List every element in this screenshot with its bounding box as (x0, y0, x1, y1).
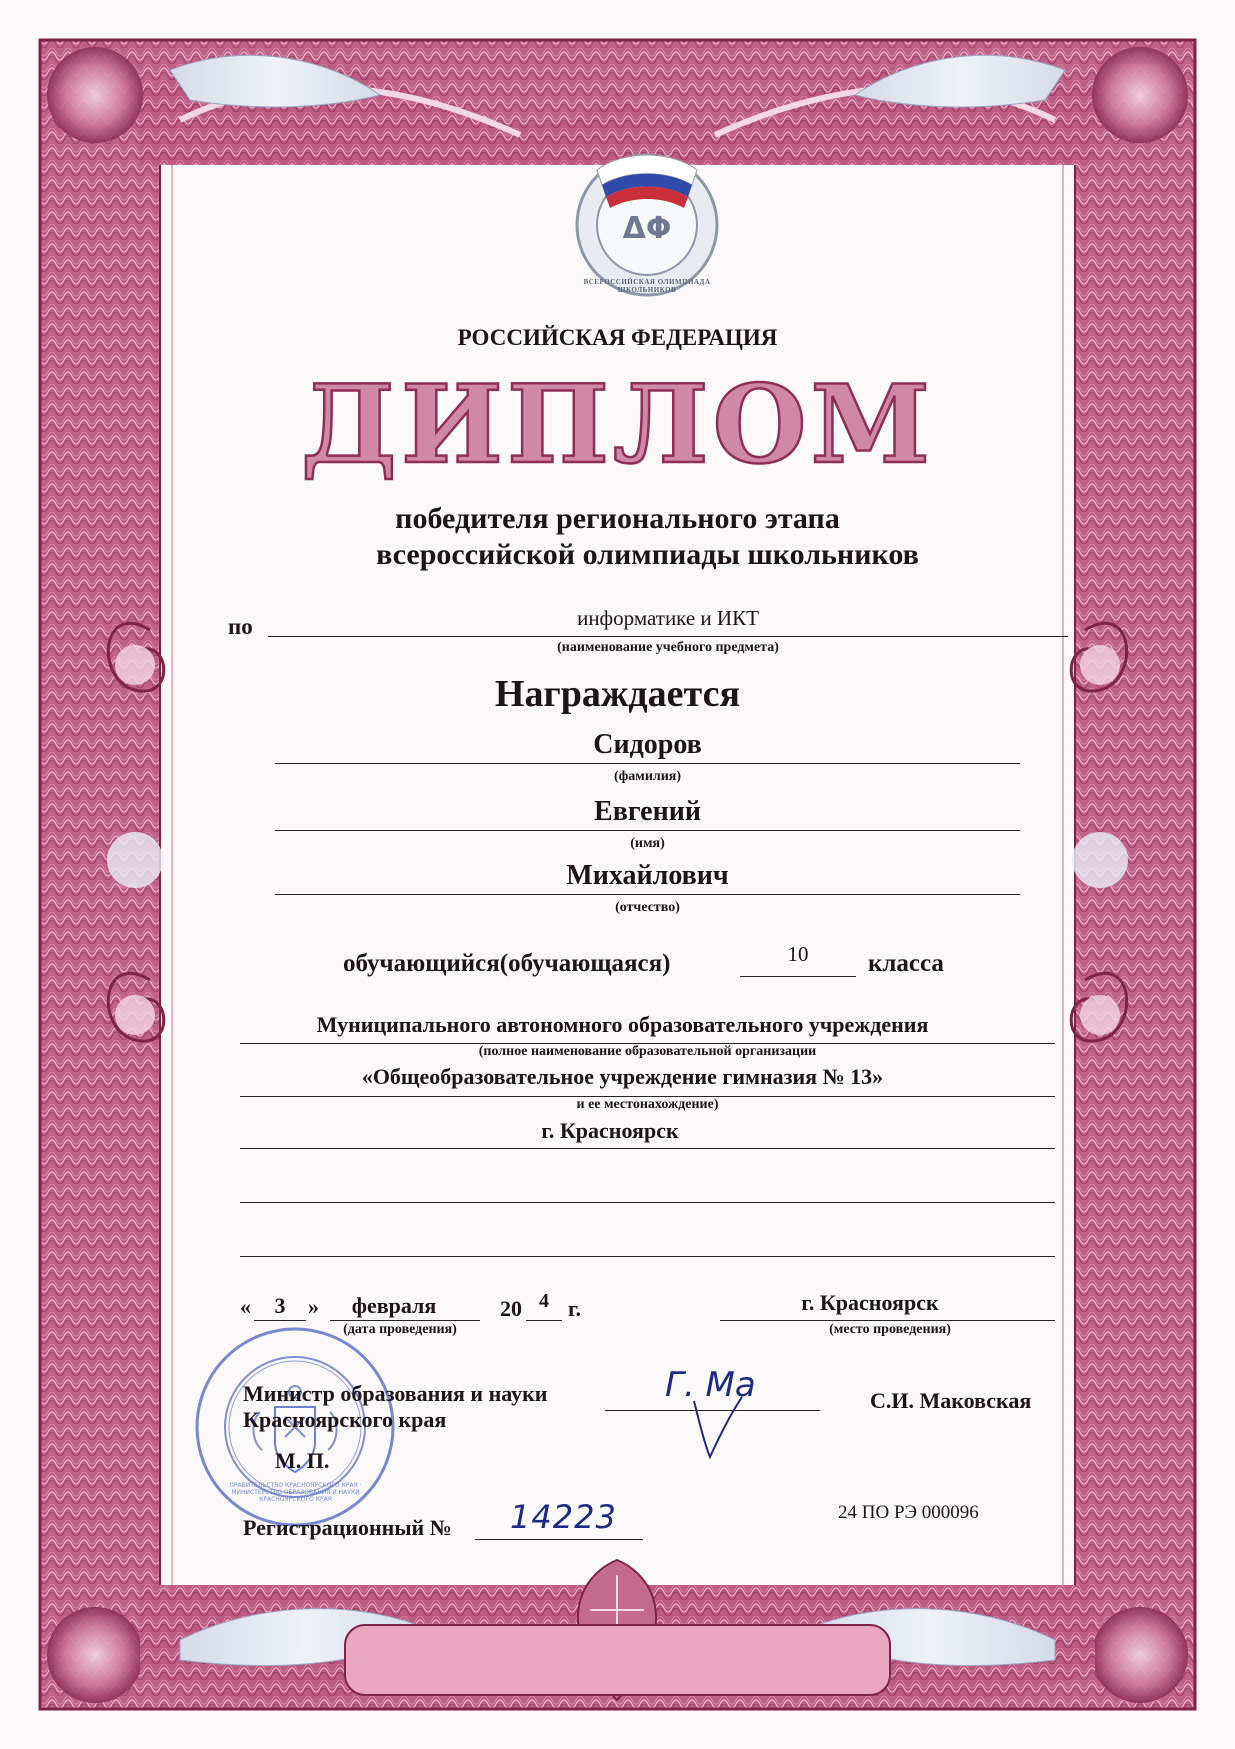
country-title: РОССИЙСКАЯ ФЕДЕРАЦИЯ (457, 325, 778, 350)
date-year-line (526, 1320, 562, 1321)
place-caption: (место проведения) (829, 1322, 951, 1337)
date-month: февраля (351, 1293, 437, 1318)
grade-suffix: класса (868, 950, 944, 977)
diploma-serial: 24 ПО РЭ 000096 (838, 1502, 979, 1523)
date-day-line (254, 1320, 306, 1321)
handwritten-signature: Г. Ма (665, 1365, 756, 1405)
school-line5 (240, 1256, 1055, 1257)
emblem-ring-text: ВСЕРОССИЙСКАЯ ОЛИМПИАДА ШКОЛЬНИКОВ (583, 278, 711, 294)
signature-flourish (690, 1395, 750, 1465)
subtitle-line1: победителя регионального этапа (395, 502, 840, 535)
school-name-line1: Муниципального автономного образовательного учреждения (316, 1012, 929, 1037)
date-day: 3 (274, 1293, 286, 1318)
school-name-line2: «Общеобразовательное учреждение гимназия № 13» (361, 1064, 884, 1089)
position-line2: Красноярского края (243, 1407, 447, 1432)
registration-line (475, 1539, 643, 1540)
signatory-name: С.И. Маковская (870, 1388, 1032, 1413)
subject-value: информатике и ИКТ (577, 606, 759, 630)
olympiad-emblem (562, 130, 732, 300)
surname-line (275, 763, 1020, 764)
place-value: г. Красноярск (801, 1290, 939, 1315)
surname-caption: (фамилия) (613, 769, 682, 784)
date-year-suffix: 4 (539, 1290, 549, 1312)
seal-place-mp: М. П. (275, 1448, 330, 1473)
stamp-ring-text: ПРАВИТЕЛЬСТВО КРАСНОЯРСКОГО КРАЯ · МИНИСТЕРСТВО ОБРАЗОВАНИЯ И НАУКИ КРАСНОЯРСКОГО КРАЯ (229, 1482, 362, 1503)
diploma-title: ДИПЛОМ (300, 362, 935, 488)
school-city: г. Красноярск (541, 1118, 679, 1143)
place-line (720, 1320, 1055, 1321)
subject-caption: (наименование учебного предмета) (557, 640, 779, 655)
school-caption1: (полное наименование образовательной организации (478, 1044, 817, 1059)
subject-line (268, 636, 1068, 637)
position-line1: Министр образования и науки (243, 1381, 548, 1406)
subject-prefix: по (228, 614, 253, 639)
name-value: Евгений (594, 796, 701, 827)
patronymic-caption: (отчество) (615, 900, 680, 915)
award-heading: Награждается (494, 673, 741, 715)
date-year-prefix: 20 (500, 1296, 522, 1321)
date-close-quote: » (308, 1294, 319, 1319)
registration-label: Регистрационный № (243, 1515, 452, 1540)
name-caption: (имя) (630, 836, 665, 851)
patronymic-line (275, 894, 1020, 895)
school-line4 (240, 1202, 1055, 1203)
signatory-position (243, 1381, 548, 1433)
surname-value: Сидоров (593, 729, 702, 760)
date-year-unit: г. (568, 1296, 582, 1321)
school-caption2: и ее местонахождение) (576, 1097, 719, 1112)
date-caption: (дата проведения) (343, 1322, 457, 1337)
date-open-quote: « (240, 1294, 251, 1319)
registration-number: 14223 (510, 1498, 617, 1536)
patronymic-value: Михайлович (566, 860, 729, 891)
grade-prefix: обучающийся(обучающаяся) (343, 950, 671, 977)
grade-value: 10 (787, 942, 809, 966)
name-line (275, 830, 1020, 831)
school-line3 (240, 1148, 1055, 1149)
subtitle-line2: всероссийской олимпиады школьников (376, 538, 919, 571)
date-month-line (330, 1320, 480, 1321)
grade-line (740, 976, 856, 977)
svg-text:ΔΦ: ΔΦ (622, 211, 672, 246)
